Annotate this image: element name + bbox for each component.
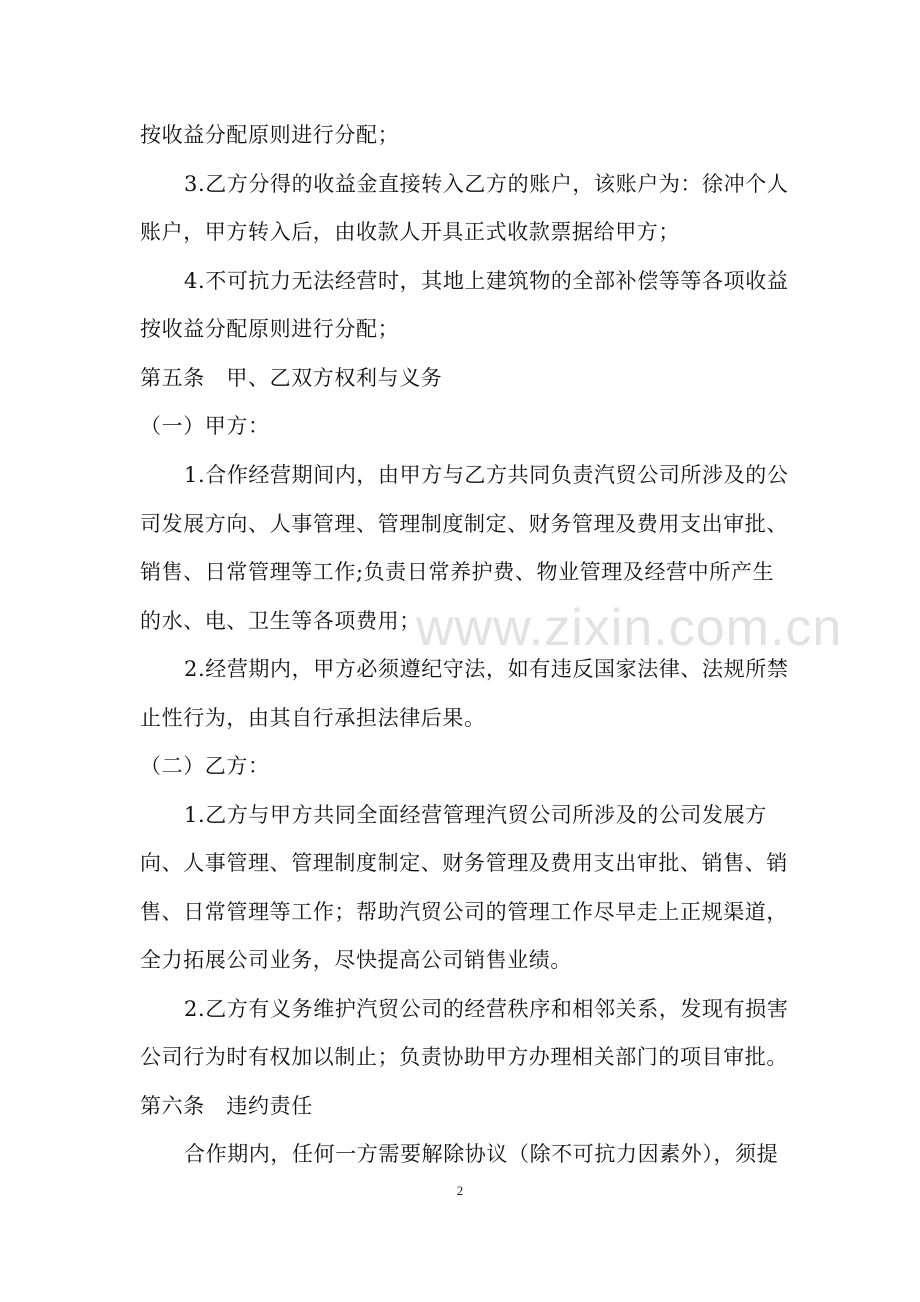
- paragraph-line: 的水、电、卫生等各项费用；: [140, 609, 421, 633]
- subsection-heading: （一）甲方：: [140, 414, 270, 438]
- page-number: 2: [456, 1183, 464, 1198]
- paragraph-line: 向、人事管理、管理制度制定、财务管理及费用支出审批、销售、销: [140, 851, 788, 875]
- paragraph-line: 全力拓展公司业务，尽快提高公司销售业绩。: [140, 948, 572, 972]
- subsection-heading: （二）乙方：: [140, 754, 270, 778]
- section-heading: 第五条 甲、乙双方权利与义务: [140, 366, 443, 390]
- paragraph-line: 2.经营期内，甲方必须遵纪守法，如有违反国家法律、法规所禁: [184, 657, 789, 681]
- paragraph-line: 3.乙方分得的收益金直接转入乙方的账户，该账户为：徐冲个人: [184, 172, 789, 196]
- paragraph-line: 止性行为，由其自行承担法律后果。: [140, 706, 486, 730]
- paragraph-line: 公司行为时有权加以制止；负责协助甲方办理相关部门的项目审批。: [140, 1045, 788, 1069]
- paragraph-line: 2.乙方有义务维护汽贸公司的经营秩序和相邻关系，发现有损害: [184, 997, 789, 1021]
- paragraph-line: 按收益分配原则进行分配；: [140, 317, 400, 341]
- watermark: www.zixin.com.cn: [416, 599, 843, 657]
- paragraph-line: 合作期内，任何一方需要解除协议（除不可抗力因素外），须提: [184, 1142, 779, 1166]
- paragraph-line: 1.乙方与甲方共同全面经营管理汽贸公司所涉及的公司发展方: [184, 803, 767, 827]
- paragraph-line: 司发展方向、人事管理、管理制度制定、财务管理及费用支出审批、: [140, 512, 788, 536]
- paragraph-line: 销售、日常管理等工作;负责日常养护费、物业管理及经营中所产生: [140, 560, 775, 584]
- paragraph-line: 按收益分配原则进行分配；: [140, 123, 400, 147]
- paragraph-line: 4.不可抗力无法经营时，其地上建筑物的全部补偿等等各项收益: [184, 269, 789, 293]
- paragraph-line: 账户，甲方转入后，由收款人开具正式收款票据给甲方；: [140, 220, 680, 244]
- paragraph-line: 1.合作经营期间内，由甲方与乙方共同负责汽贸公司所涉及的公: [184, 463, 789, 487]
- paragraph-line: 售、日常管理等工作；帮助汽贸公司的管理工作尽早走上正规渠道，: [140, 900, 788, 924]
- section-heading: 第六条 违约责任: [140, 1094, 313, 1118]
